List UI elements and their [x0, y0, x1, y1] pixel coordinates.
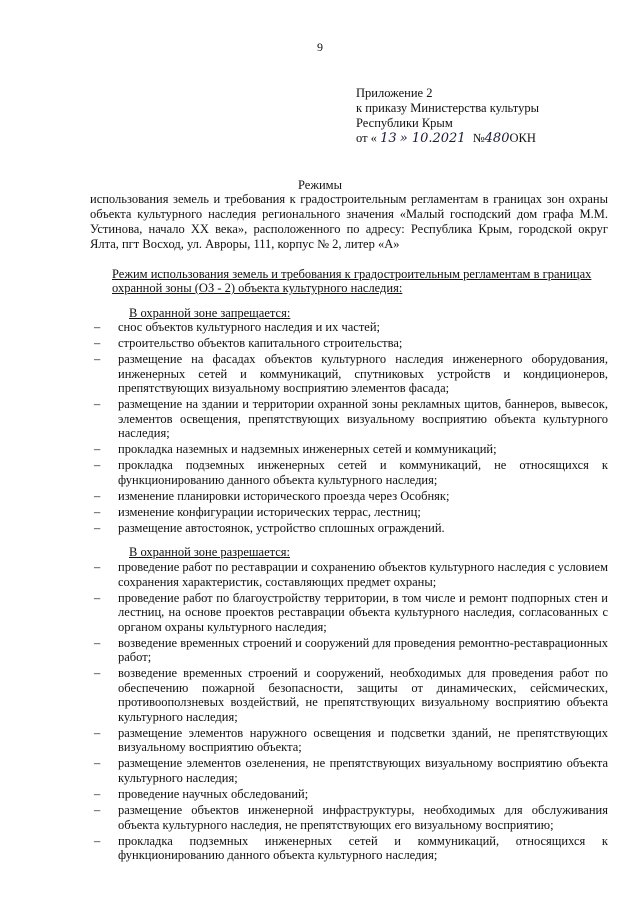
- list-item-text: размещение объектов инженерной инфраструктуры, необходимых для обслуживания объекта культурного наследия, не препятствующих его визуальному восприятию;: [118, 803, 608, 832]
- bullet-dash: –: [94, 560, 101, 574]
- list-item-text: размещение на здании и территории охранной зоны рекламных щитов, баннеров, вывесок, элементов освещения, препятствующих визуальному восприятию объекта культурного наследия;: [118, 397, 608, 441]
- list-item-text: проведение научных обследований;: [118, 787, 309, 802]
- bullet-dash: –: [94, 505, 101, 520]
- list-item: [90, 320, 608, 335]
- list-item-text: возведение временных строений и сооружений, необходимых для проведения работ по обеспечению пожарной безопасности, защиты от динамических, сейсмических, противооползневых воздействий, не препятствующих визуальному восприятию объекта культурного наследия;: [118, 666, 608, 724]
- list-item-text: проведение работ по благоустройству территории, в том числе и ремонт подпорных стен и лестниц, на основе проектов реставрации объекта культурного наследия, согласованных с органом охраны культурного наследия;: [118, 590, 608, 634]
- list-item: [90, 352, 608, 396]
- list-item-text: размещение элементов наружного освещения и подсветки зданий, не препятствующих визуальному восприятию объекта;: [118, 725, 608, 755]
- annex-line-3: Республики Крым: [356, 116, 453, 130]
- list-item: [90, 787, 608, 802]
- annex-line-1: Приложение 2: [356, 86, 433, 100]
- list-item: [90, 489, 608, 504]
- list-item: [90, 726, 608, 755]
- list-item: [90, 591, 608, 635]
- list-item: [90, 521, 608, 536]
- page-number: 9: [317, 40, 323, 54]
- zone-subheading: Режим использования земель и требования к градостроительным регламентам в границах охранной зоны (ОЗ - 2) объекта культурного наследия:: [112, 267, 592, 295]
- list-item-text: изменение планировки исторического проезда через Особняк;: [118, 489, 450, 504]
- bullet-dash: –: [94, 803, 101, 818]
- bullet-dash: –: [94, 320, 101, 334]
- annex-number-label: №: [472, 131, 485, 145]
- annex-number: 480: [484, 131, 510, 146]
- bullet-dash: –: [94, 635, 101, 650]
- list-item: [90, 803, 608, 832]
- list-item-text: изменение конфигурации исторических террас, лестниц;: [118, 505, 421, 520]
- bullet-dash: –: [94, 666, 101, 681]
- list-item: [90, 636, 608, 665]
- document-title: Режимы: [298, 178, 342, 192]
- list-item-text: прокладка подземных инженерных сетей и коммуникаций, относящихся к функционированию данного объекта культурного наследия;: [118, 833, 608, 863]
- prohibited-heading: В охранной зоне запрещается:: [129, 306, 291, 320]
- list-item-text: размещение элементов озеленения, не препятствующих визуальному восприятию объекта культурного наследия;: [118, 756, 608, 785]
- bullet-dash: –: [94, 489, 101, 504]
- list-item: [90, 458, 608, 487]
- list-item: [90, 336, 608, 351]
- annex-date-line: [356, 131, 539, 146]
- bullet-dash: –: [94, 442, 101, 457]
- bullet-dash: –: [94, 458, 101, 473]
- allowed-heading: В охранной зоне разрешается:: [129, 545, 291, 559]
- list-item-text: проведение работ по реставрации и сохранению объектов культурного наследия с условием сохранения характеристик, составляющих предмет охраны;: [118, 560, 608, 589]
- bullet-dash: –: [94, 352, 101, 367]
- bullet-dash: –: [94, 397, 101, 412]
- list-item-text: снос объектов культурного наследия и их частей;: [118, 320, 381, 334]
- list-item-text: размещение на фасадах объектов культурного наследия инженерного оборудования, инженерных сетей и коммуникаций, спутниковых устройств и кондиционеров, препятствующих визуальному восприятию элементов фасада;: [118, 352, 608, 396]
- prohibited-list: [90, 320, 608, 537]
- list-item-text: возведение временных строений и сооружений для проведения ремонтно-реставрационных работ;: [118, 635, 608, 665]
- annex-line-2: к приказу Министерства культуры: [356, 101, 539, 115]
- annex-from-label: от «: [356, 131, 377, 145]
- allowed-list: [90, 560, 608, 864]
- intro-paragraph: использования земель и требования к градостроительным регламентам в границах зон охраны объекта культурного наследия регионального значения «Малый господский дом графа М.М. Устинова, начало XX века», расположенного по адресу: Республика Крым, городской округ Ялта, пгт Восход, ул. Авроры, 111, корпус № 2, литер «А»: [90, 192, 608, 251]
- bullet-dash: –: [94, 590, 101, 605]
- list-item-text: прокладка наземных и надземных инженерных сетей и коммуникаций;: [118, 442, 497, 457]
- bullet-dash: –: [94, 336, 101, 351]
- annex-header: [356, 86, 539, 146]
- list-item: [90, 442, 608, 457]
- annex-day: 13: [380, 131, 397, 146]
- list-item: [90, 560, 608, 589]
- list-item: [90, 505, 608, 520]
- annex-suffix: ОКН: [509, 131, 536, 145]
- list-item: [90, 756, 608, 785]
- list-item-text: строительство объектов капитального строительства;: [118, 336, 403, 351]
- list-item-text: размещение автостоянок, устройство сплошных ограждений.: [118, 521, 445, 536]
- list-item: [90, 397, 608, 441]
- list-item-text: прокладка подземных инженерных сетей и коммуникаций, не относящихся к функционированию данного объекта культурного наследия;: [118, 458, 608, 487]
- annex-month-year: » 10.2021: [399, 131, 466, 146]
- bullet-dash: –: [94, 725, 101, 740]
- bullet-dash: –: [94, 521, 101, 536]
- bullet-dash: –: [94, 833, 101, 848]
- bullet-dash: –: [94, 756, 101, 771]
- list-item: [90, 666, 608, 724]
- list-item: [90, 834, 608, 863]
- bullet-dash: –: [94, 787, 101, 802]
